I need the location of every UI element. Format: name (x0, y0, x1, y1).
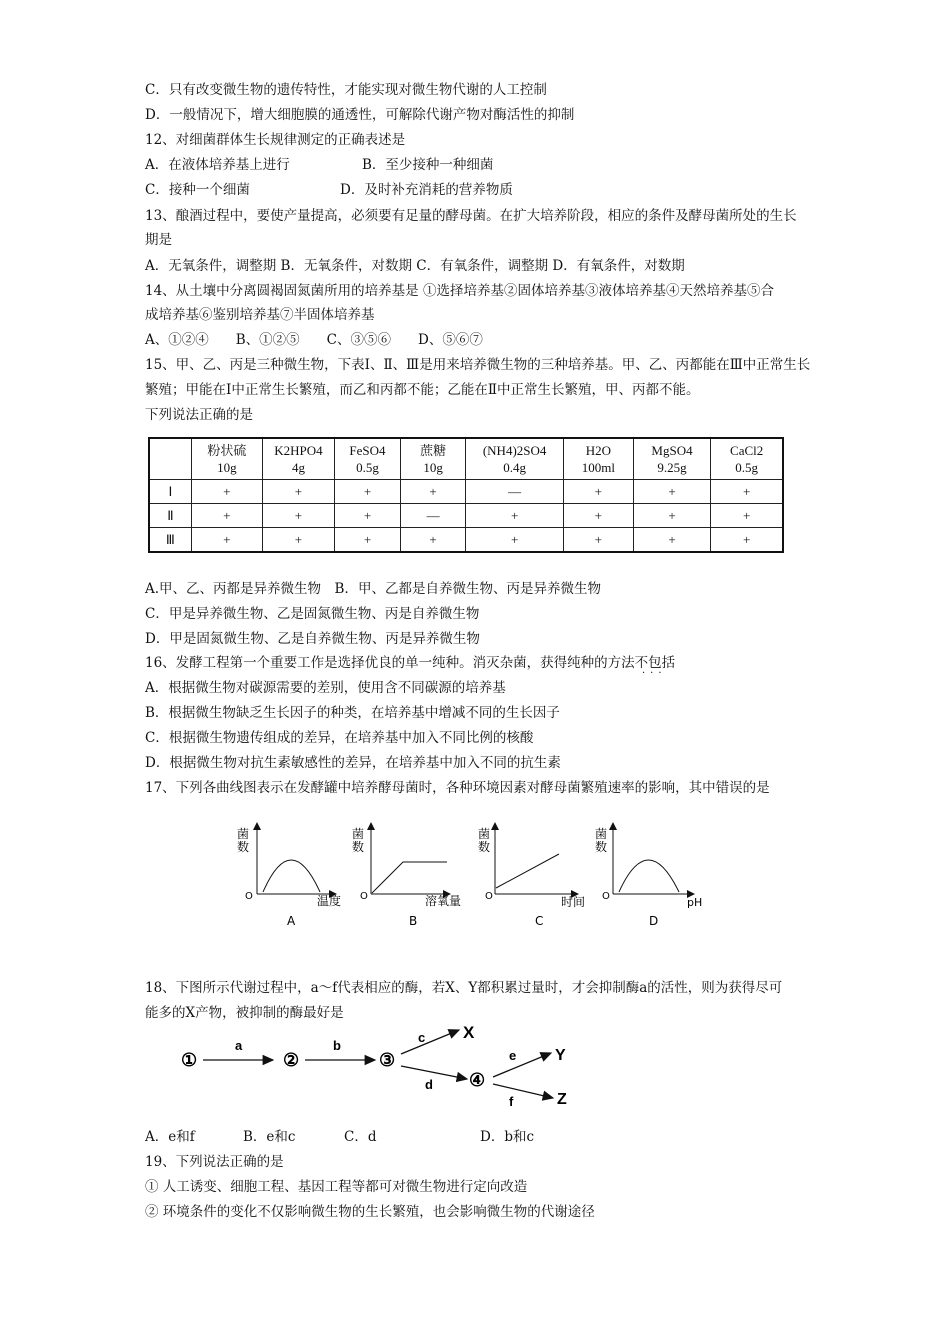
table-cell: + (633, 528, 711, 553)
header-cell (633, 438, 711, 480)
x-label: pH (687, 896, 703, 909)
q12-option-c: C．接种一个细菌 (145, 182, 250, 198)
table-cell: + (262, 528, 334, 553)
y-label-top: 菌 (595, 827, 608, 841)
graph-b (352, 826, 461, 928)
q18-option-a: A．e和f (145, 1129, 195, 1145)
table-row (149, 504, 783, 528)
q15-stem-cont: 繁殖；甲能在Ⅰ中正常生长繁殖，而乙和丙都不能；乙能在Ⅱ中正常生长繁殖，甲、丙都不能。 (145, 382, 700, 398)
q16-option-a: A．根据微生物对碳源需要的差别，使用含不同碳源的培养基 (145, 680, 506, 696)
y-label-bottom: 数 (237, 840, 250, 854)
table-cell: + (711, 528, 783, 553)
row-label: Ⅰ (149, 480, 191, 504)
q16-option-d: D．根据微生物对抗生素敏感性的差异，在培养基中加入不同的抗生素 (145, 755, 561, 771)
arrow-f (493, 1084, 553, 1098)
y-label-bottom: 数 (478, 840, 491, 854)
header-name: K2HPO4 (274, 443, 323, 458)
node-3: ③ (379, 1050, 396, 1070)
table-cell: + (335, 528, 401, 553)
table-cell: + (711, 504, 783, 528)
header-amount: 10g (217, 460, 237, 475)
q14-stem: 14、从土壤中分离圆褐固氮菌所用的培养基是 ①选择培养基②固体培养基③液体培养基④天然培养基⑤合 (145, 283, 774, 299)
header-name: 蔗糖 (420, 443, 447, 458)
header-name: MgSO4 (651, 443, 693, 458)
q12-option-a: A．在液体培养基上进行 (145, 157, 290, 173)
table-cell: + (711, 480, 783, 504)
x-label: 时间 (561, 895, 586, 909)
enzyme-e: e (509, 1048, 517, 1063)
table-header-row (149, 438, 783, 480)
y-label-bottom: 数 (352, 840, 365, 854)
curve (496, 854, 559, 888)
product-y: Y (555, 1047, 566, 1064)
arrow-e (493, 1053, 551, 1077)
header-name: FeSO4 (349, 443, 386, 458)
table-cell: + (335, 480, 401, 504)
y-label-top: 菌 (478, 827, 491, 841)
q18-stem: 18、下图所示代谢过程中，a～f代表相应的酶，若X、Y都积累过量时，才会抑制酶a的活性，则为获得尽可 (145, 980, 783, 996)
header-name: (NH4)2SO4 (482, 443, 547, 458)
q15-stem: 15、甲、乙、丙是三种微生物，下表Ⅰ、Ⅱ、Ⅲ是用来培养微生物的三种培养基。甲、乙、丙都能在Ⅲ中正常生长 (145, 357, 811, 373)
metabolic-pathway-diagram (175, 1020, 595, 1115)
graph-letter: C (535, 914, 544, 928)
q11-option-d: D．一般情况下，增大细胞膜的通透性，可解除代谢产物对酶活性的抑制 (145, 107, 575, 123)
q13-stem: 13、酿酒过程中，要使产量提高，必须要有足量的酵母菌。在扩大培养阶段，相应的条件及酵母菌所处的生长 (145, 208, 797, 224)
header-cell (466, 438, 564, 480)
table-cell: — (466, 480, 564, 504)
table-cell: + (191, 480, 262, 504)
q15-prompt: 下列说法正确的是 (145, 407, 253, 423)
q14-options: A、①②④ B、①②⑤ C、③⑤⑥ D、⑤⑥⑦ (145, 332, 483, 348)
table-corner-cell (149, 438, 191, 480)
row-label: Ⅲ (149, 528, 191, 553)
header-amount: 0.4g (503, 460, 526, 475)
enzyme-c: c (418, 1030, 426, 1045)
q18-option-b: B．e和c (243, 1129, 296, 1145)
header-amount: 4g (291, 460, 305, 475)
curve (372, 862, 447, 893)
header-amount: 9.25g (657, 460, 687, 475)
curve (263, 860, 320, 892)
y-label-top: 菌 (352, 827, 365, 841)
table-row (149, 528, 783, 553)
table-cell: + (400, 528, 465, 553)
enzyme-f: f (509, 1094, 514, 1109)
node-1: ① (181, 1050, 198, 1070)
table-cell: + (262, 504, 334, 528)
q15-option-d: D．甲是固氮微生物、乙是自养微生物、丙是异养微生物 (145, 631, 480, 647)
q19-stem: 19、下列说法正确的是 (145, 1154, 284, 1170)
enzyme-b: b (333, 1038, 341, 1053)
graph-d (595, 826, 702, 928)
graph-letter: D (649, 914, 659, 928)
q16-stem: 16、发酵工程第一个重要工作是选择优良的单一纯种。消灭杂菌，获得纯种的方法不包括 (145, 655, 676, 671)
table-cell: + (466, 504, 564, 528)
q16-option-b: B．根据微生物缺乏生长因子的种类，在培养基中增减不同的生长因子 (145, 705, 560, 721)
q15-option-ab: A.甲、乙、丙都是异养微生物 B．甲、乙都是自养微生物、丙是异养微生物 (145, 581, 601, 597)
product-z: Z (557, 1091, 567, 1108)
q18-stem-cont: 能多的X产物，被抑制的酶最好是 (145, 1005, 344, 1021)
origin-label: O (245, 891, 253, 902)
header-amount: 0.5g (356, 460, 379, 475)
enzyme-d: d (425, 1077, 433, 1092)
table-cell: + (400, 480, 465, 504)
q11-option-c: C．只有改变微生物的遗传特性，才能实现对微生物代谢的人工控制 (145, 82, 547, 98)
q14-stem-cont: 成培养基⑥鉴别培养基⑦半固体培养基 (145, 307, 375, 323)
table-cell: + (191, 504, 262, 528)
q12-option-d: D．及时补充消耗的营养物质 (340, 182, 513, 198)
table-cell: + (466, 528, 564, 553)
q17-stem: 17、下列各曲线图表示在发酵罐中培养酵母菌时，各种环境因素对酵母菌繁殖速率的影响，其中错误的是 (145, 780, 770, 796)
q16-option-c: C．根据微生物遗传组成的差异，在培养基中加入不同比例的核酸 (145, 730, 534, 746)
header-cell (711, 438, 783, 480)
q13-options: A．无氧条件，调整期 B．无氧条件，对数期 C．有氧条件，调整期 D．有氧条件，对数期 (145, 258, 685, 274)
header-name: CaCl2 (730, 443, 764, 458)
culture-media-table (148, 437, 784, 553)
table-cell: + (633, 480, 711, 504)
arrow-d (401, 1066, 467, 1079)
q12-option-b: B．至少接种一种细菌 (362, 157, 494, 173)
row-label: Ⅱ (149, 504, 191, 528)
node-2: ② (283, 1050, 300, 1070)
header-cell (400, 438, 465, 480)
table-cell: + (564, 504, 634, 528)
header-amount: 10g (423, 460, 443, 475)
table-cell: + (335, 504, 401, 528)
enzyme-a: a (235, 1038, 243, 1053)
origin-label: O (485, 891, 493, 902)
y-label-top: 菌 (237, 827, 250, 841)
arrow-c (401, 1030, 459, 1054)
header-cell (262, 438, 334, 480)
graph-letter: A (287, 914, 296, 928)
q18-option-c: C．d (344, 1129, 377, 1145)
q13-stem-cont: 期是 (145, 232, 172, 248)
q15-option-c: C．甲是异养微生物、乙是固氮微生物、丙是自养微生物 (145, 606, 480, 622)
table-cell: + (564, 480, 634, 504)
graph-a (237, 826, 341, 928)
q19-statement-1: ① 人工诱变、细胞工程、基因工程等都可对微生物进行定向改造 (145, 1179, 528, 1195)
header-amount: 0.5g (735, 460, 759, 475)
graph-letter: B (409, 914, 418, 928)
emphasis-dots: ··· (642, 668, 667, 679)
q12-stem: 12、对细菌群体生长规律测定的正确表述是 (145, 132, 406, 148)
origin-label: O (360, 891, 368, 902)
header-cell (564, 438, 634, 480)
origin-label: O (602, 891, 610, 902)
table-cell: + (191, 528, 262, 553)
graph-c (478, 826, 585, 928)
y-label-bottom: 数 (595, 840, 608, 854)
header-name: 粉状硫 (207, 443, 247, 458)
header-amount: 100ml (581, 460, 615, 475)
curve (619, 860, 679, 892)
table-cell: — (400, 504, 465, 528)
table-cell: + (633, 504, 711, 528)
table-cell: + (564, 528, 634, 553)
table-cell: + (262, 480, 334, 504)
q19-statement-2: ② 环境条件的变化不仅影响微生物的生长繁殖，也会影响微生物的代谢途径 (145, 1204, 595, 1220)
header-cell (335, 438, 401, 480)
header-cell (191, 438, 262, 480)
table-row (149, 480, 783, 504)
growth-curves-figure (225, 818, 715, 938)
x-label: 溶氧量 (425, 894, 462, 908)
header-name: H2O (585, 443, 611, 458)
node-4: ④ (469, 1070, 486, 1090)
product-x: X (463, 1023, 475, 1042)
x-label: 温度 (317, 894, 342, 908)
q18-option-d: D．b和c (480, 1129, 535, 1145)
